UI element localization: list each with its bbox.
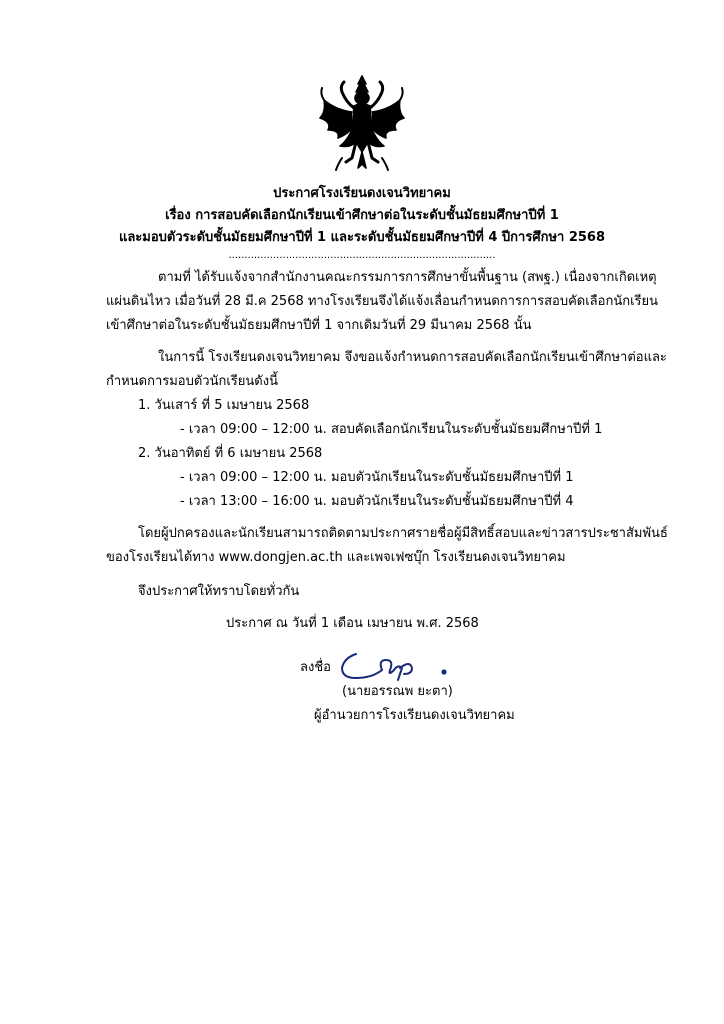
announcement-subject-line-2: และมอบตัวระดับชั้นมัธยมศึกษาปีที่ 1 และระดับชั้นมัธยมศึกษาปีที่ 4 ปีการศึกษา 2568	[118, 230, 606, 245]
schedule-date-2: 2. วันอาทิตย์ ที่ 6 เมษายน 2568	[138, 446, 323, 461]
announcement-date: ประกาศ ณ วันที่ 1 เดือน เมษายน พ.ศ. 2568	[226, 616, 479, 631]
closing-statement: จึงประกาศให้ทราบโดยทั่วกัน	[138, 584, 300, 599]
paragraph-1-line-2: แผ่นดินไหว เมื่อวันที่ 28 มี.ค 2568 ทางโรงเรียนจึงได้แจ้งเลื่อนกำหนดการการสอบคัดเลือกนักเรียน	[106, 294, 659, 309]
schedule-item: - เวลา 09:00 – 12:00 น. มอบตัวนักเรียนในระดับชั้นมัธยมศึกษาปีที่ 1	[180, 470, 574, 485]
paragraph-2-line-1: ในการนี้ โรงเรียนดงเจนวิทยาคม จึงขอแจ้งกำหนดการสอบคัดเลือกนักเรียนเข้าศึกษาต่อและ	[158, 350, 667, 365]
signer-position: ผู้อำนวยการโรงเรียนดงเจนวิทยาคม	[314, 708, 515, 723]
announcement-subject-line-1: เรื่อง การสอบคัดเลือกนักเรียนเข้าศึกษาต่อในระดับชั้นมัธยมศึกษาปีที่ 1	[165, 208, 559, 223]
paragraph-3-line-1: โดยผู้ปกครองและนักเรียนสามารถติดตามประกาศรายชื่อผู้มีสิทธิ์สอบและข่าวสารประชาสัมพันธ์	[138, 526, 668, 541]
paragraph-2-line-2: กำหนดการมอบตัวนักเรียนดังนี้	[106, 374, 278, 389]
schedule-date-1: 1. วันเสาร์ ที่ 5 เมษายน 2568	[138, 398, 310, 413]
signer-name: (นายอรรณพ ยะตา)	[342, 684, 453, 699]
garuda-emblem-icon	[316, 72, 408, 172]
sign-label: ลงชื่อ	[300, 660, 331, 675]
schedule-item: - เวลา 09:00 – 12:00 น. สอบคัดเลือกนักเรียนในระดับชั้นมัธยมศึกษาปีที่ 1	[180, 422, 603, 437]
dotted-divider: ....................................................................................	[228, 250, 496, 261]
paragraph-3-line-2: ของโรงเรียนได้ทาง www.dongjen.ac.th และเพจเฟซบุ๊ก โรงเรียนดงเจนวิทยาคม	[106, 550, 566, 565]
paragraph-1-line-1: ตามที่ ได้รับแจ้งจากสำนักงานคณะกรรมการการศึกษาขั้นพื้นฐาน (สพฐ.) เนื่องจากเกิดเหตุ	[158, 270, 657, 285]
handwritten-signature	[338, 646, 458, 684]
paragraph-1-line-3: เข้าศึกษาต่อในระดับชั้นมัธยมศึกษาปีที่ 1 จากเดิมวันที่ 29 มีนาคม 2568 นั้น	[106, 318, 532, 333]
schedule-item: - เวลา 13:00 – 16:00 น. มอบตัวนักเรียนในระดับชั้นมัธยมศึกษาปีที่ 4	[180, 494, 574, 509]
announcement-title: ประกาศโรงเรียนดงเจนวิทยาคม	[273, 186, 451, 201]
